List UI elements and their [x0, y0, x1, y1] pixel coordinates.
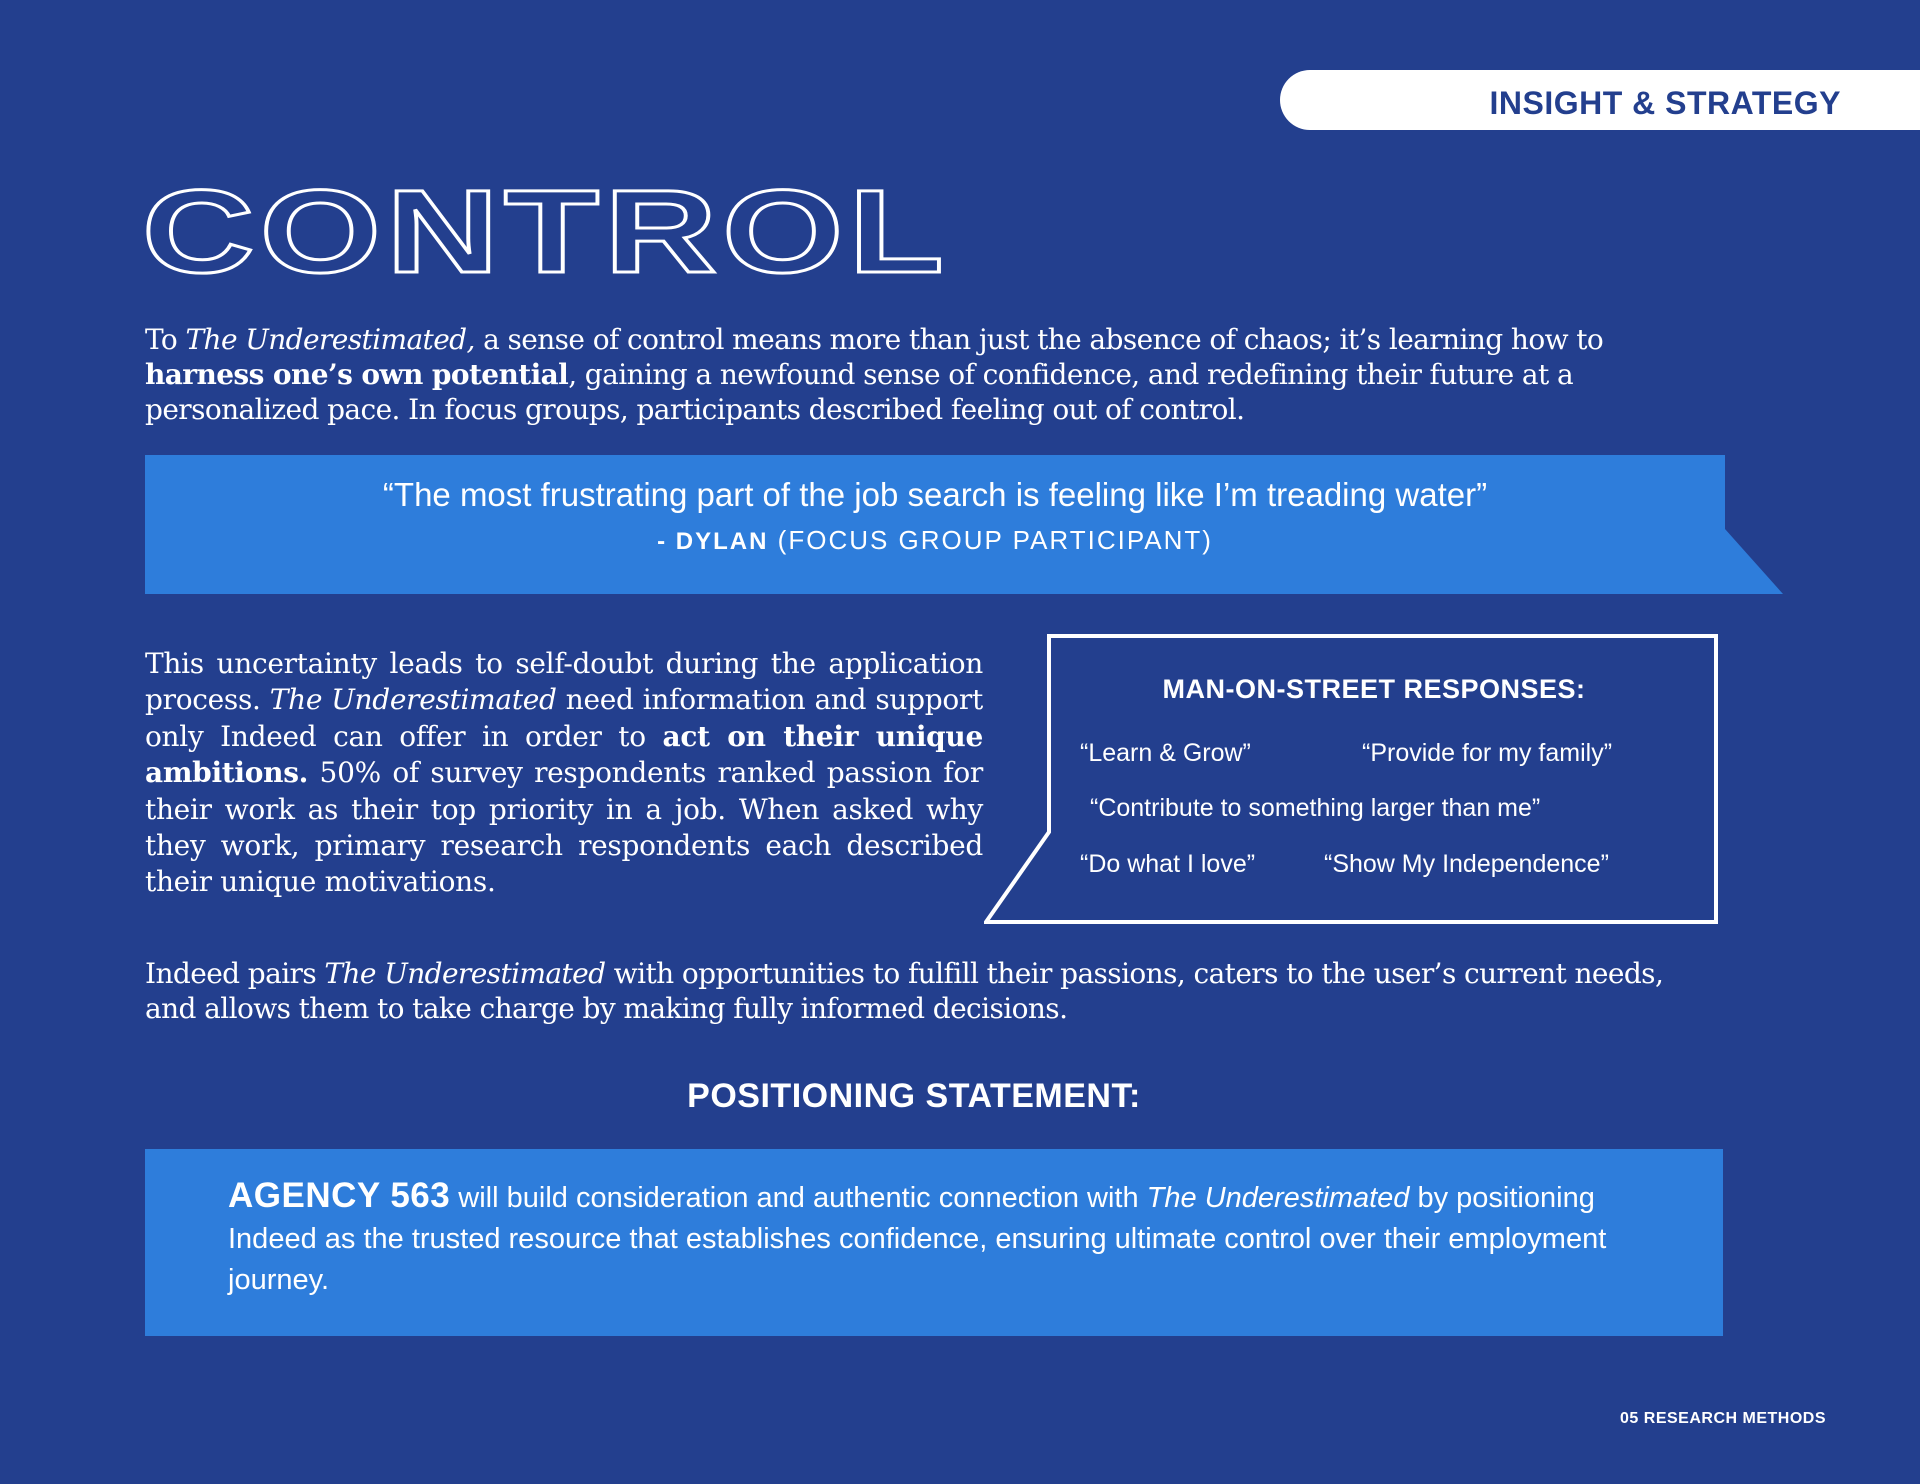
response-item: “Do what I love”: [1080, 850, 1256, 878]
responses-speech-bubble: [984, 634, 1718, 924]
positioning-statement: AGENCY 563 will build consideration and authentic connection with The Underestimated by positioning Indeed as the trusted resource that establishes confidence, ensuring ultimate control over their employment journey.: [228, 1176, 1607, 1296]
response-item: “Learn & Grow”: [1080, 739, 1251, 767]
section-tab: [1280, 70, 1920, 130]
positioning-heading: POSITIONING STATEMENT:: [687, 1077, 1141, 1115]
quote-attribution: - DYLAN (FOCUS GROUP PARTICIPANT): [657, 525, 1213, 555]
positioning-box: [145, 1149, 1723, 1336]
quote-text: “The most frustrating part of the job search is feeling like I’m treading water”: [382, 476, 1488, 513]
uncertainty-paragraph: This uncertainty leads to self-doubt during the application process. The Underestimated need information and support only Indeed can offer in order to act on their unique ambitions. 50% of survey respondents ranked passion for their work as their top priority in a job. When asked why they work, primary research respondents each described their unique motivations.: [145, 647, 983, 899]
quote-author-role: (FOCUS GROUP PARTICIPANT): [768, 525, 1213, 555]
page-title: CONTROL: [142, 166, 950, 298]
response-item: “Provide for my family”: [1362, 739, 1613, 767]
agency-name: AGENCY 563: [228, 1176, 451, 1215]
quote-banner: [145, 455, 1783, 594]
quote-author: DYLAN: [675, 528, 769, 555]
section-tab-label: INSIGHT & STRATEGY: [1489, 85, 1841, 121]
responses-title: MAN-ON-STREET RESPONSES:: [1162, 674, 1586, 704]
pairing-paragraph: Indeed pairs The Underestimated with opportunities to fulfill their passions, caters to the user’s current needs, and allows them to take charge by making fully informed decisions.: [145, 957, 1664, 1025]
intro-paragraph: To The Underestimated, a sense of control means more than just the absence of chaos; it’s learning how to harness one’s own potential, gaining a newfound sense of confidence, and redefining their future at a personalized pace. In focus groups, participants described feeling out of control.: [145, 323, 1604, 426]
response-item: “Show My Independence”: [1324, 850, 1609, 878]
page-footer: 05 RESEARCH METHODS: [1620, 1410, 1826, 1427]
response-item: “Contribute to something larger than me”: [1090, 794, 1541, 822]
